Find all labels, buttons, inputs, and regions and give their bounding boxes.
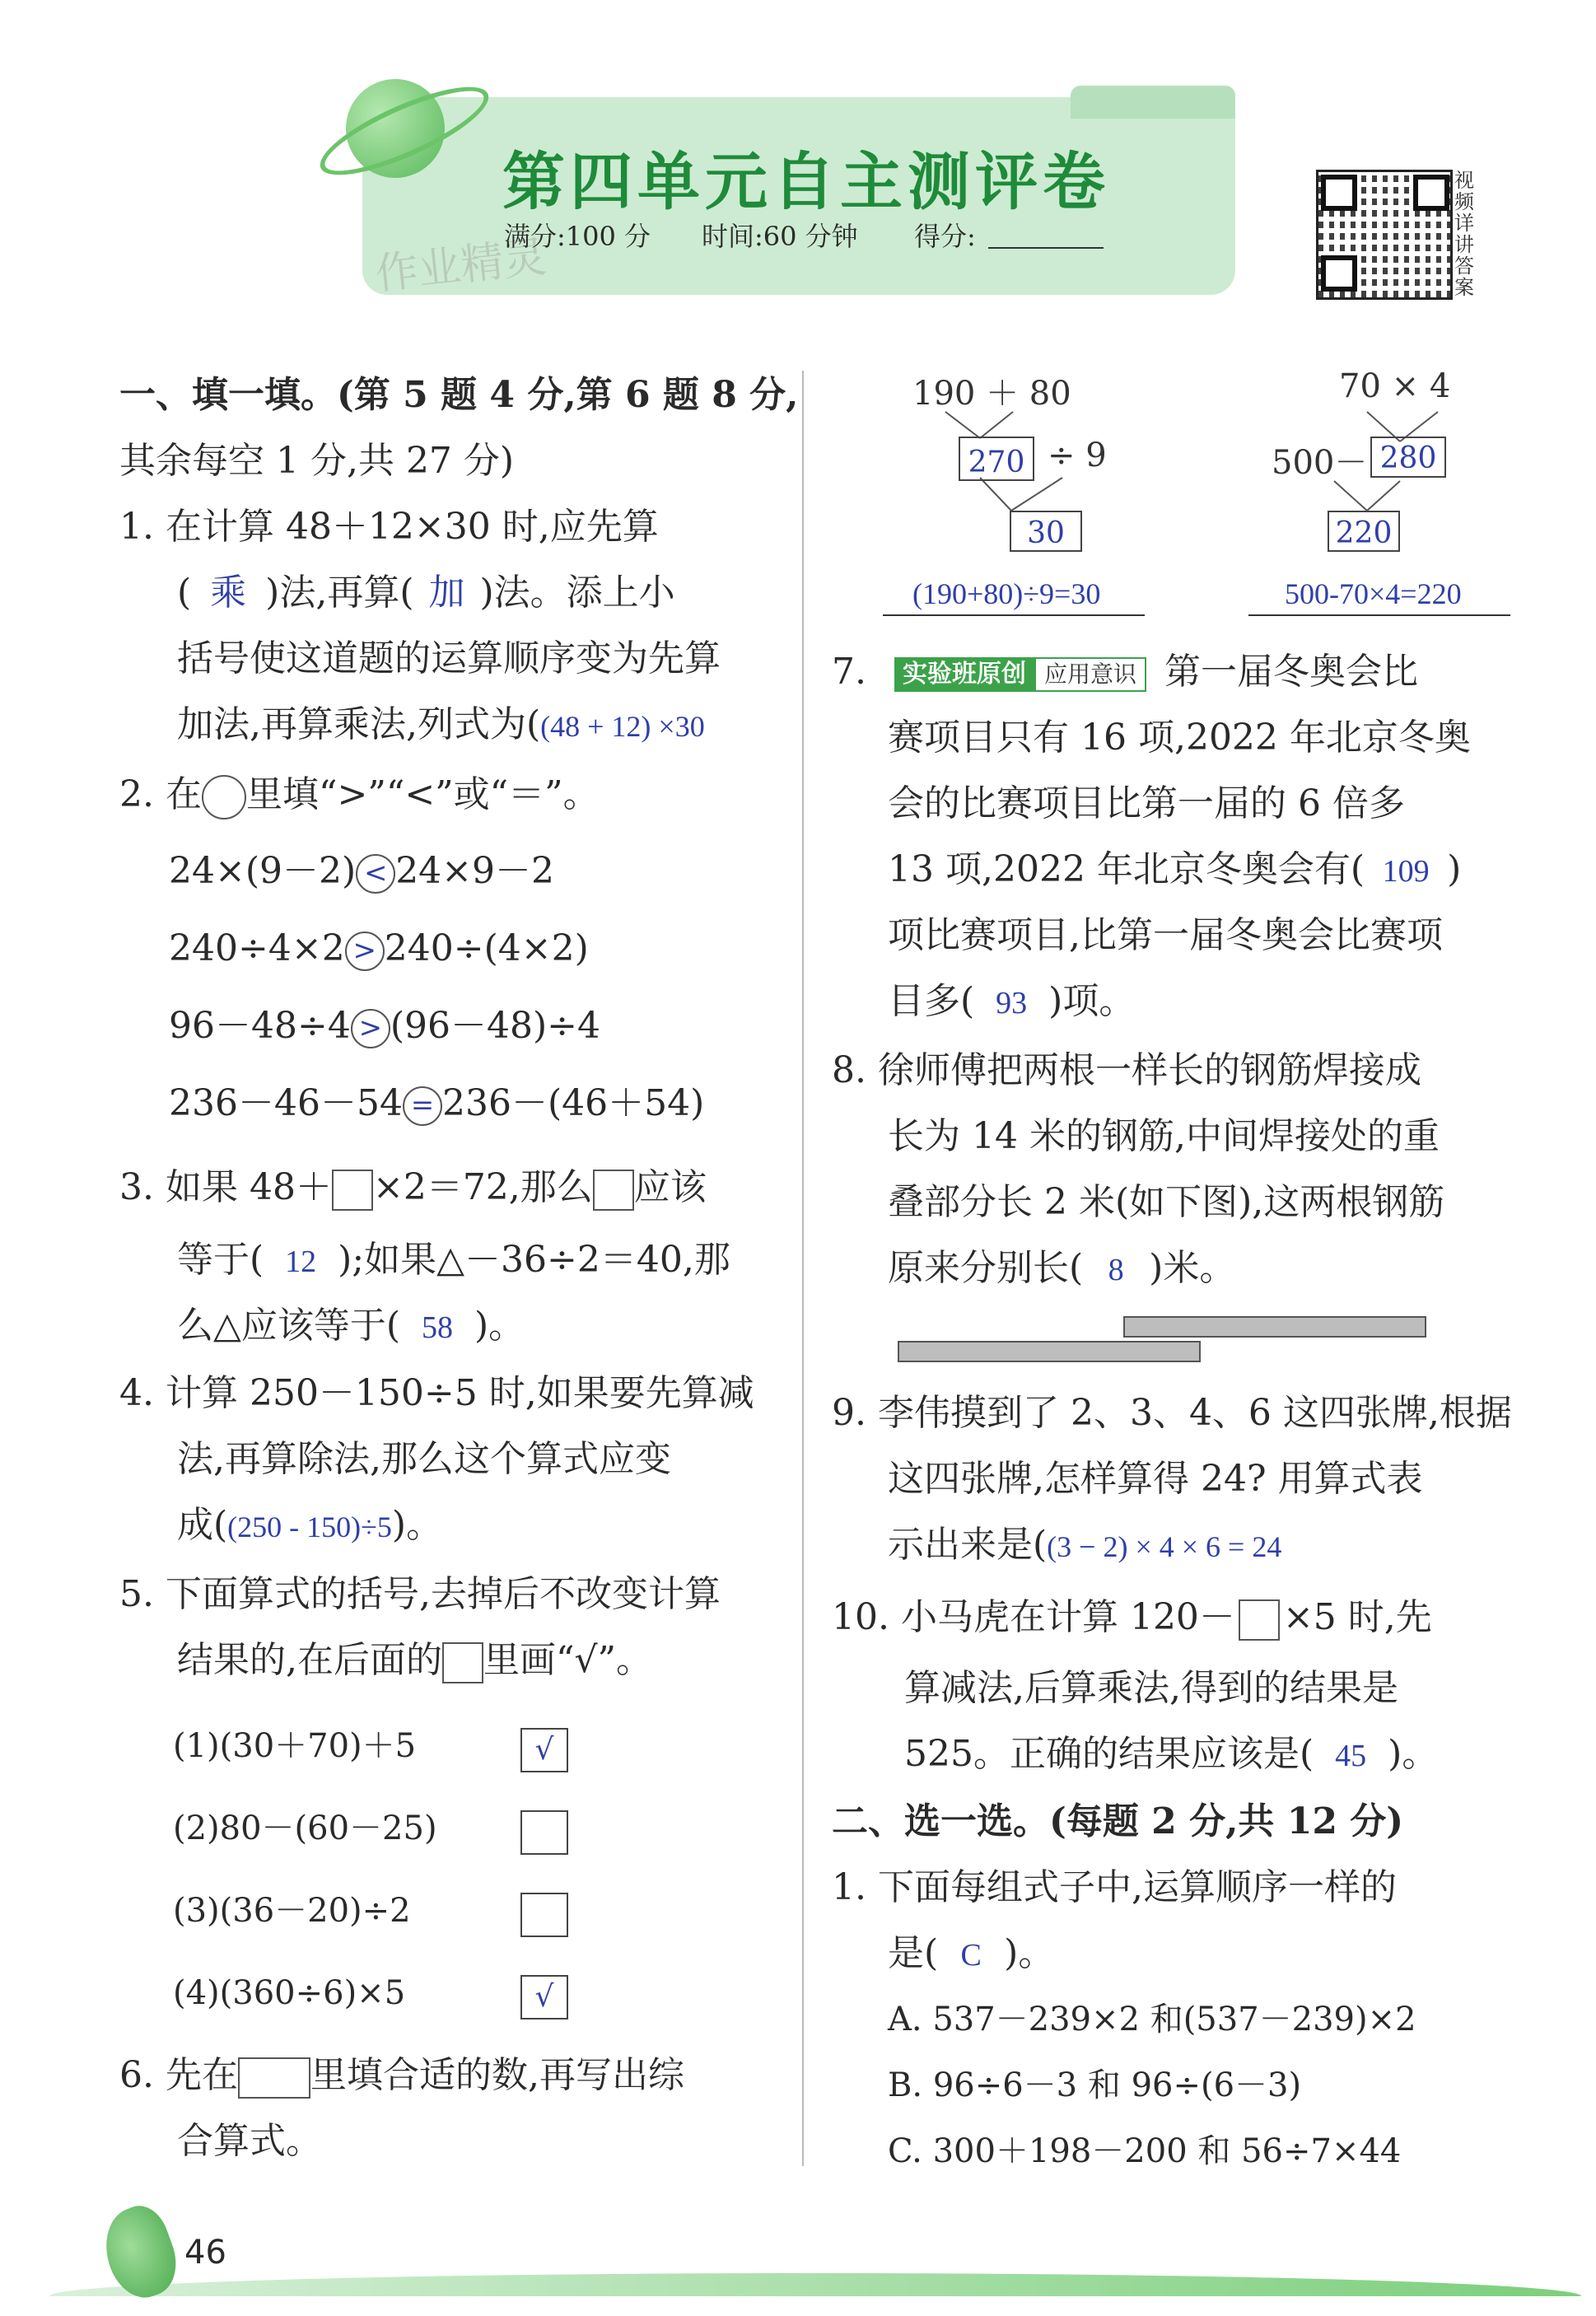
q7-line6: 目多( 93 )项。	[888, 977, 1135, 1028]
s2-q1-line1: 1. 下面每组式子中,运算顺序一样的	[832, 1866, 1397, 1908]
q2-answer-4[interactable]: =	[403, 1086, 442, 1126]
page-title: 第四单元自主测评卷	[502, 145, 1110, 218]
page-number: 46	[184, 2234, 226, 2272]
q8-line4: 原来分别长( 8 )米。	[888, 1244, 1235, 1295]
watermark-text: 作业精灵	[373, 232, 549, 300]
q3-answer-1[interactable]: 12	[285, 1244, 317, 1279]
q5-item-1: (1)(30＋70)＋5	[173, 1727, 417, 1765]
q1-line4: 加法,再算乘法,列式为((48 + 12) ×30	[177, 703, 705, 745]
q3-line2: 等于( 12 );如果△－36÷2＝40,那	[177, 1235, 730, 1286]
tree1-box2[interactable]: 30	[1010, 511, 1082, 552]
q2-row-4: 236－46－54 = 236－(46＋54)	[169, 1082, 705, 1124]
q3-answer-2[interactable]: 58	[422, 1310, 454, 1345]
q10-line1: 10. 小马虎在计算 120－ ×5 时,先	[832, 1593, 1432, 1642]
q6-line2: 合算式。	[177, 2120, 322, 2162]
q7-answer-1[interactable]: 109	[1382, 854, 1430, 889]
rebar-lower	[898, 1341, 1201, 1362]
section1-heading-2: 其余每空 1 分,共 27 分)	[119, 440, 515, 482]
q9-line1: 9. 李伟摸到了 2、3、4、6 这四张牌,根据	[832, 1392, 1512, 1434]
tree1-formula[interactable]: (190+80)÷9=30	[912, 577, 1101, 610]
section2-heading: 二、选一选。(每题 2 分,共 12 分)	[832, 1800, 1404, 1842]
q7-line1: 7. 实验班原创 应用意识 第一届冬奥会比	[832, 651, 1418, 693]
tag-application: 应用意识	[1034, 657, 1146, 692]
q7-line4: 13 项,2022 年北京冬奥会有( 109 )	[888, 845, 1461, 896]
q6-line1: 6. 先在 里填合适的数,再写出综	[119, 2051, 684, 2100]
q9-line2: 这四张牌,怎样算得 24? 用算式表	[888, 1458, 1423, 1500]
q9-answer-1[interactable]: (3 − 2) × 4 × 6 = 24	[1047, 1530, 1282, 1563]
tree1-op: ÷ 9	[1048, 437, 1107, 474]
q4-line1: 4. 计算 250－150÷5 时,如果要先算减	[119, 1372, 754, 1414]
tree1-formula-underline	[883, 614, 1145, 616]
tree2-box2[interactable]: 220	[1328, 511, 1400, 552]
q2-row-3: 96－48÷4 > (96－48)÷4	[169, 1005, 601, 1047]
footer-wave	[49, 2273, 1581, 2296]
tree2-top: 70 × 4	[1339, 367, 1451, 405]
s2-q1-option-b: B. 96÷6－3 和 96÷(6－3)	[888, 2066, 1302, 2104]
q1-line3: 括号使这道题的运算顺序变为先算	[177, 637, 721, 679]
s2-q1-answer[interactable]: C	[960, 1938, 982, 1973]
q1-answer-2[interactable]: 加	[428, 572, 465, 613]
tree1-box1[interactable]: 270	[959, 437, 1034, 481]
q5-checkbox-4[interactable]: √	[520, 1975, 568, 2019]
q3-line3: 么△应该等于( 58 )。	[177, 1301, 525, 1352]
q4-answer-1[interactable]: (250 - 150)÷5	[227, 1511, 392, 1543]
q10-answer-1[interactable]: 45	[1335, 1739, 1367, 1773]
q10-line3: 525。正确的结果应该是( 45 )。	[904, 1730, 1438, 1781]
qr-finder-2	[1413, 175, 1449, 211]
square-blank-icon	[332, 1170, 373, 1211]
q4-line2: 法,再算除法,那么这个算式应变	[177, 1438, 671, 1480]
square-blank-icon	[238, 2057, 310, 2099]
q1-line1: 1. 在计算 48＋12×30 时,应先算	[119, 506, 659, 548]
qr-note: 视频详讲答案	[1454, 169, 1474, 299]
q8-answer-1[interactable]: 8	[1108, 1253, 1124, 1287]
header-banner-tab	[1071, 86, 1235, 119]
q4-line3: 成((250 - 150)÷5)。	[177, 1504, 443, 1546]
q8-line3: 叠部分长 2 米(如下图),这两根钢筋	[888, 1181, 1445, 1223]
square-blank-icon	[1239, 1599, 1280, 1641]
rebar-upper	[1123, 1316, 1426, 1338]
q5-line1: 5. 下面算式的括号,去掉后不改变计算	[119, 1573, 721, 1615]
q1-answer-1[interactable]: 乘	[210, 572, 247, 613]
qr-finder-1	[1321, 175, 1357, 211]
tag-experimental-class: 实验班原创	[894, 657, 1034, 692]
q1-answer-3[interactable]: (48 + 12) ×30	[540, 710, 705, 743]
tree1-top: 190 ＋ 80	[912, 375, 1071, 413]
q2-answer-1[interactable]: <	[356, 854, 395, 894]
tree2-formula[interactable]: 500-70×4=220	[1285, 577, 1462, 610]
circle-blank-icon	[202, 775, 246, 819]
q5-line2: 结果的,在后面的 里画“√”。	[177, 1636, 652, 1685]
q7-line5: 项比赛项目,比第一届冬奥会比赛项	[888, 914, 1443, 956]
q5-item-2: (2)80－(60－25)	[173, 1809, 437, 1847]
score-label: 得分:	[914, 221, 976, 252]
tree2-prefix: 500－	[1272, 444, 1368, 482]
q8-line2: 长为 14 米的钢筋,中间焊接处的重	[888, 1115, 1440, 1157]
q3-line1: 3. 如果 48＋ ×2＝72,那么 应该	[119, 1163, 707, 1212]
time-limit: 时间:60 分钟	[702, 221, 858, 252]
q5-item-3: (3)(36－20)÷2	[173, 1892, 411, 1930]
q2-line1: 2. 在 里填“>”“<”或“＝”。	[119, 770, 600, 819]
tree2-formula-underline	[1248, 614, 1510, 616]
q5-checkbox-3[interactable]	[520, 1893, 568, 1937]
full-marks: 满分:100 分	[504, 221, 651, 252]
q8-line1: 8. 徐师傅把两根一样长的钢筋焊接成	[832, 1049, 1421, 1091]
q7-line2: 赛项目只有 16 项,2022 年北京冬奥	[888, 717, 1471, 759]
qr-finder-3	[1321, 255, 1357, 292]
score-blank	[988, 247, 1104, 249]
s2-q1-line2: 是( C )。	[888, 1929, 1054, 1980]
q1-line2: ( 乘 )法,再算( 加 )法。添上小	[177, 568, 675, 618]
section1-heading: 一、填一填。(第 5 题 4 分,第 6 题 8 分,	[119, 374, 799, 416]
q9-line3: 示出来是((3 − 2) × 4 × 6 = 24	[888, 1524, 1282, 1566]
s2-q1-option-c: C. 300＋198－200 和 56÷7×44	[888, 2132, 1402, 2170]
column-divider	[802, 371, 804, 2166]
tree2-box1[interactable]: 280	[1370, 437, 1446, 478]
q5-item-4: (4)(360÷6)×5	[173, 1974, 406, 2012]
q2-row-1: 24×(9－2) < 24×9－2	[169, 850, 555, 892]
q2-row-2: 240÷4×2 > 240÷(4×2)	[169, 927, 589, 969]
q2-answer-3[interactable]: >	[351, 1009, 390, 1048]
q7-line3: 会的比赛项目比第一届的 6 倍多	[888, 782, 1405, 824]
q10-line2: 算减法,后算乘法,得到的结果是	[904, 1667, 1398, 1709]
square-blank-icon	[593, 1170, 634, 1211]
q5-checkbox-1[interactable]: √	[520, 1728, 568, 1772]
q7-answer-2[interactable]: 93	[996, 986, 1028, 1020]
square-blank-icon	[442, 1642, 483, 1683]
q5-checkbox-2[interactable]	[520, 1810, 568, 1855]
s2-q1-option-a: A. 537－239×2 和(537－239)×2	[888, 2001, 1416, 2038]
q2-answer-2[interactable]: >	[345, 932, 385, 971]
